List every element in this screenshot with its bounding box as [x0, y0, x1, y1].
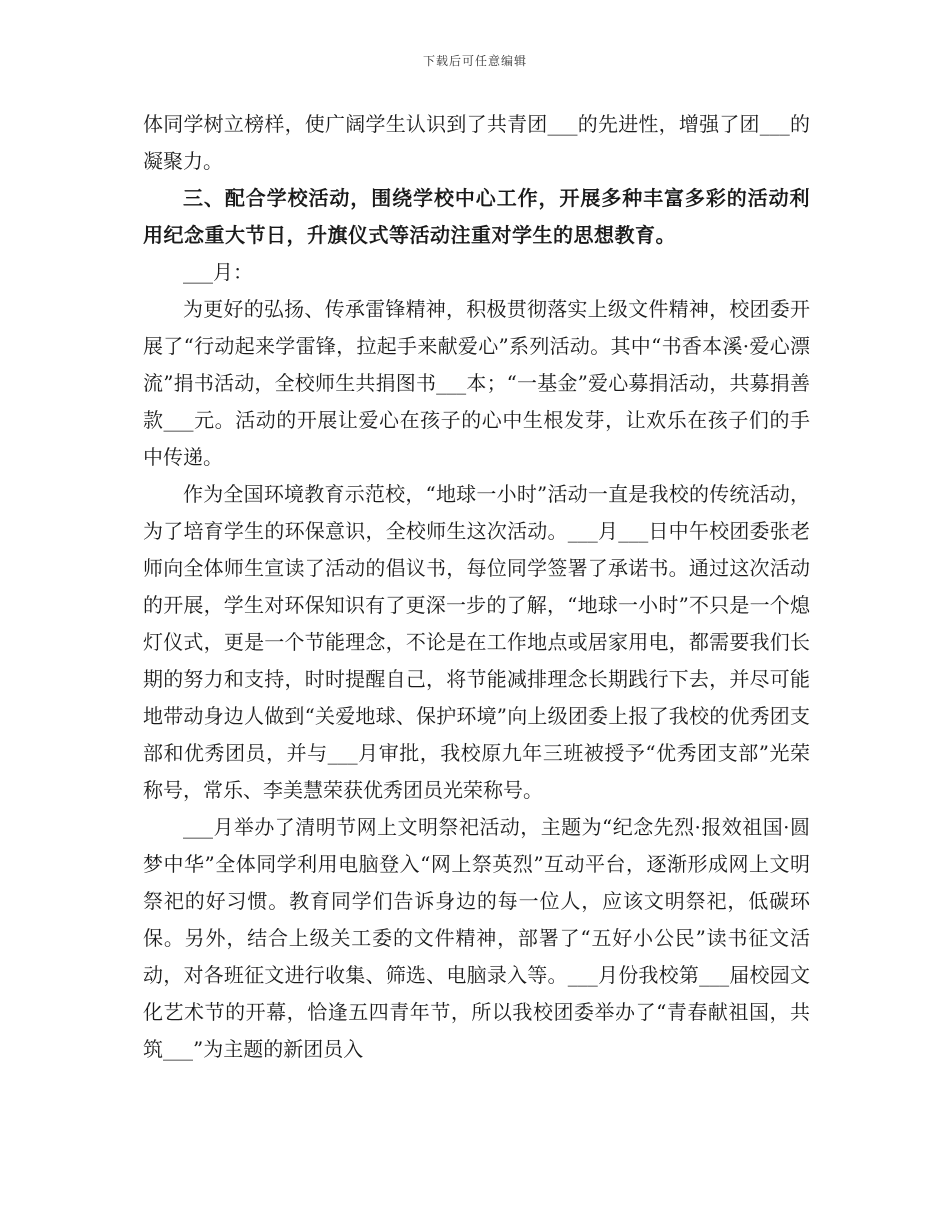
- paragraph-earth-hour: 作为全国环境教育示范校，“地球一小时”活动一直是我校的传统活动，为了培育学生的环保意识，全校师生这次活动。___月___日中午校团委张老师向全体师生宣读了活动的倡议书，每位同学签署了承诺书。通过这次活动的开展，学生对环保知识有了更深一步的了解，“地球一小时”不只是一个熄灯仪式，更是一个节能理念，不论是在工作地点或居家用电，都需要我们长期的努力和支持，时时提醒自己，将节能减排理念长期践行下去，并尽可能地带动身边人做到“关爱地球、保护环境”向上级团委上报了我校的优秀团支部和优秀团员，并与___月审批，我校原九年三班被授予“优秀团支部”光荣称号，常乐、李美慧荣获优秀团员光荣称号。: [143, 482, 810, 802]
- section-heading: 三、配合学校活动，围绕学校中心工作，开展多种丰富多彩的活动利用纪念重大节日，升旗仪式等活动注重对学生的思想教育。: [143, 186, 810, 247]
- paragraph-continuation: 体同学树立榜样，使广阔学生认识到了共青团___的先进性，增强了团___的凝聚力。: [143, 112, 810, 173]
- month-label: ___月：: [183, 260, 253, 284]
- document-body: [143, 106, 810, 1068]
- page-header: 下载后可任意编辑: [422, 54, 527, 68]
- paragraph-qingming: ___月举办了清明节网上文明祭祀活动，主题为“纪念先烈·报效祖国·圆梦中华”全体同学利用电脑登入“网上祭英烈”互动平台，逐渐形成网上文明祭祀的好习惯。教育同学们告诉身边的每一位人，应该文明祭祀，低碳环保。另外，结合上级关工委的文件精神，部署了“五好小公民”读书征文活动，对各班征文进行收集、筛选、电脑录入等。___月份我校第___届校园文化艺术节的开幕，恰逢五四青年节，所以我校团委举办了“青春献祖国，共筑___”为主题的新团员入: [143, 815, 810, 1061]
- paragraph-lei-feng: 为更好的弘扬、传承雷锋精神，积极贯彻落实上级文件精神，校团委开展了“行动起来学雷锋，拉起手来献爱心”系列活动。其中“书香本溪·爱心漂流”捐书活动，全校师生共捐图书___本；“一基金”爱心募捐活动，共募捐善款___元。活动的开展让爱心在孩子的心中生根发芽，让欢乐在孩子们的手中传递。: [143, 297, 810, 469]
